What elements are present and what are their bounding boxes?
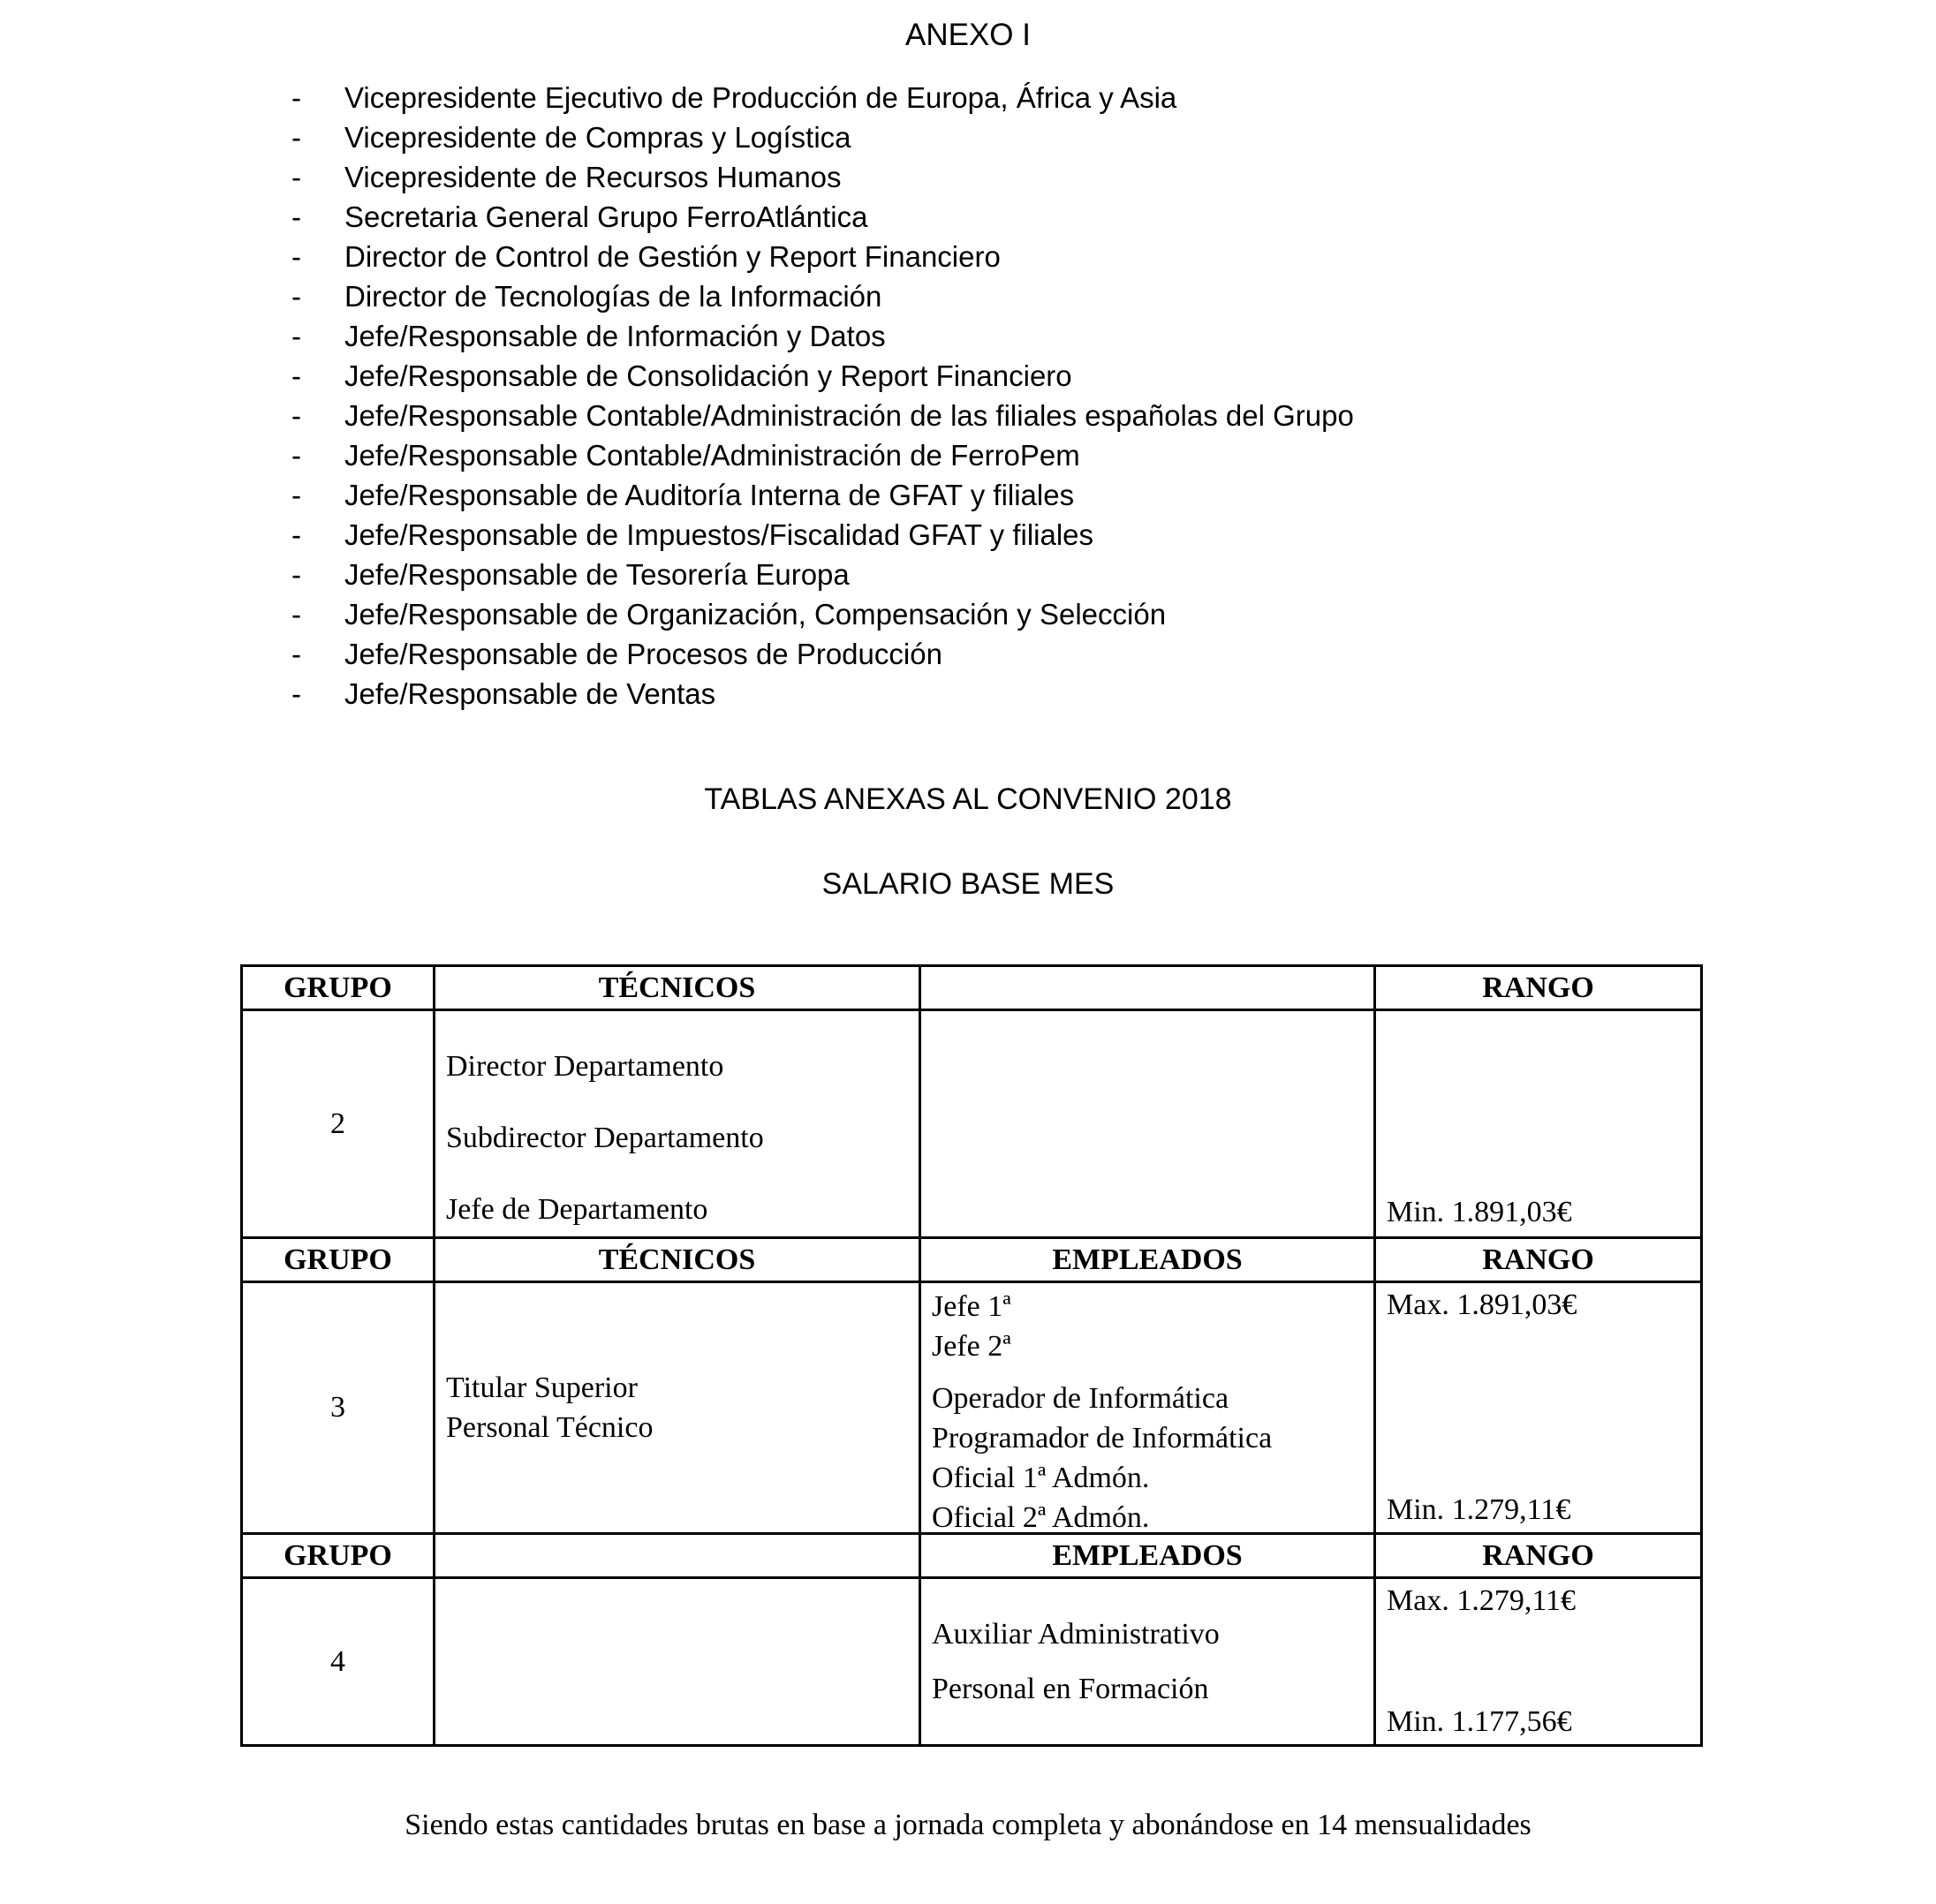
position-text: Jefe/Responsable Contable/Administración de las filiales españolas del Grupo: [344, 399, 1354, 432]
position-text: Vicepresidente Ejecutivo de Producción de Europa, África y Asia: [344, 81, 1177, 114]
position-item: [291, 276, 1354, 316]
header-rango-g4: RANGO: [1376, 1535, 1703, 1579]
position-item: [291, 594, 1354, 634]
position-item: [291, 237, 1354, 276]
rango-min: Min. 1.177,56€: [1387, 1705, 1572, 1738]
annex-title: ANEXO I: [905, 18, 1031, 52]
position-item: [291, 157, 1354, 197]
list-dash: -: [291, 320, 301, 352]
tecnicos-line: Titular Superior: [446, 1371, 638, 1404]
positions-list: [291, 78, 1354, 714]
header-empleados-g4: EMPLEADOS: [921, 1535, 1376, 1579]
empleados-line: Personal en Formación: [932, 1672, 1209, 1705]
cell-rango-4: [1376, 1579, 1703, 1747]
position-text: Director de Tecnologías de la Información: [344, 280, 882, 313]
cell-tecnicos-2: [435, 1011, 921, 1239]
position-text: Jefe/Responsable de Información y Datos: [344, 320, 886, 352]
position-text: Secretaria General Grupo FerroAtlántica: [344, 200, 868, 233]
header-rango-g2: RANGO: [1376, 967, 1703, 1011]
position-item: [291, 197, 1354, 237]
empleados-line: Programador de Informática: [932, 1422, 1273, 1454]
list-dash: -: [291, 280, 301, 313]
position-text: Jefe/Responsable de Impuestos/Fiscalidad GFAT y filiales: [344, 518, 1094, 551]
cell-empleados-4: [921, 1579, 1376, 1747]
header-grupo-g3: GRUPO: [243, 1239, 435, 1283]
position-item: [291, 356, 1354, 396]
cell-rango-3: [1376, 1283, 1703, 1535]
header-blank-g2: [921, 967, 1376, 1011]
empleados-line: Oficial 2ª Admón.: [932, 1501, 1150, 1534]
list-dash: -: [291, 638, 301, 670]
cell-tecnicos-3: [435, 1283, 921, 1535]
position-text: Jefe/Responsable de Tesorería Europa: [344, 558, 850, 591]
list-dash: -: [291, 479, 301, 511]
tables-annex-heading: TABLAS ANEXAS AL CONVENIO 2018: [704, 782, 1232, 816]
position-text: Jefe/Responsable de Consolidación y Report Financiero: [344, 359, 1072, 392]
list-dash: -: [291, 359, 301, 392]
position-item: [291, 674, 1354, 714]
list-dash: -: [291, 81, 301, 114]
list-dash: -: [291, 518, 301, 551]
cell-blank-4: [435, 1579, 921, 1747]
tecnicos-line: Jefe de Departamento: [446, 1193, 708, 1226]
list-dash: -: [291, 558, 301, 591]
position-text: Director de Control de Gestión y Report Financiero: [344, 240, 1001, 273]
empleados-line: Operador de Informática: [932, 1382, 1229, 1415]
salary-table: [240, 964, 1703, 1747]
empleados-line: Oficial 1ª Admón.: [932, 1462, 1150, 1494]
position-text: Jefe/Responsable Contable/Administración de FerroPem: [344, 439, 1080, 472]
position-text: Jefe/Responsable de Ventas: [344, 677, 716, 710]
list-dash: -: [291, 399, 301, 432]
position-item: [291, 555, 1354, 594]
list-dash: -: [291, 598, 301, 631]
rango-max: Max. 1.891,03€: [1387, 1288, 1577, 1321]
empleados-line: Jefe 1ª: [932, 1290, 1011, 1323]
cell-grupo-4: 4: [243, 1579, 435, 1747]
position-item: [291, 117, 1354, 157]
position-item: [291, 515, 1354, 555]
salary-base-heading: SALARIO BASE MES: [821, 867, 1115, 901]
list-dash: -: [291, 161, 301, 193]
empleados-line: Jefe 2ª: [932, 1330, 1011, 1363]
position-text: Vicepresidente de Recursos Humanos: [344, 161, 842, 193]
header-rango-g3: RANGO: [1376, 1239, 1703, 1283]
header-tecnicos-g2: TÉCNICOS: [435, 967, 921, 1011]
position-item: [291, 78, 1354, 117]
position-item: [291, 316, 1354, 356]
cell-grupo-2: 2: [243, 1011, 435, 1239]
position-item: [291, 475, 1354, 515]
rango-max: Max. 1.279,11€: [1387, 1584, 1577, 1617]
cell-empleados-3: [921, 1283, 1376, 1535]
list-dash: -: [291, 240, 301, 273]
list-dash: -: [291, 121, 301, 154]
position-text: Jefe/Responsable de Auditoría Interna de GFAT y filiales: [344, 479, 1075, 511]
position-item: [291, 435, 1354, 475]
tecnicos-line: Subdirector Departamento: [446, 1122, 764, 1154]
tecnicos-line: Director Departamento: [446, 1050, 724, 1083]
footer-note: Siendo estas cantidades brutas en base a jornada completa y abonándose en 14 mensualidades: [405, 1809, 1531, 1841]
position-text: Vicepresidente de Compras y Logística: [344, 121, 851, 154]
rango-min: Min. 1.891,03€: [1387, 1196, 1572, 1228]
header-grupo-g4: GRUPO: [243, 1535, 435, 1579]
header-empleados-g3: EMPLEADOS: [921, 1239, 1376, 1283]
position-text: Jefe/Responsable de Organización, Compensación y Selección: [344, 598, 1167, 631]
rango-min: Min. 1.279,11€: [1387, 1493, 1571, 1526]
empleados-line: Auxiliar Administrativo: [932, 1617, 1220, 1651]
cell-rango-2: [1376, 1011, 1703, 1239]
header-blank-g4: [435, 1535, 921, 1579]
cell-grupo-3: 3: [243, 1283, 435, 1535]
tecnicos-line: Personal Técnico: [446, 1411, 654, 1444]
header-grupo-g2: GRUPO: [243, 967, 435, 1011]
list-dash: -: [291, 677, 301, 710]
position-item: [291, 634, 1354, 674]
position-item: [291, 396, 1354, 435]
list-dash: -: [291, 200, 301, 233]
header-tecnicos-g3: TÉCNICOS: [435, 1239, 921, 1283]
cell-blank-2: [921, 1011, 1376, 1239]
position-text: Jefe/Responsable de Procesos de Producción: [344, 638, 942, 670]
list-dash: -: [291, 439, 301, 472]
